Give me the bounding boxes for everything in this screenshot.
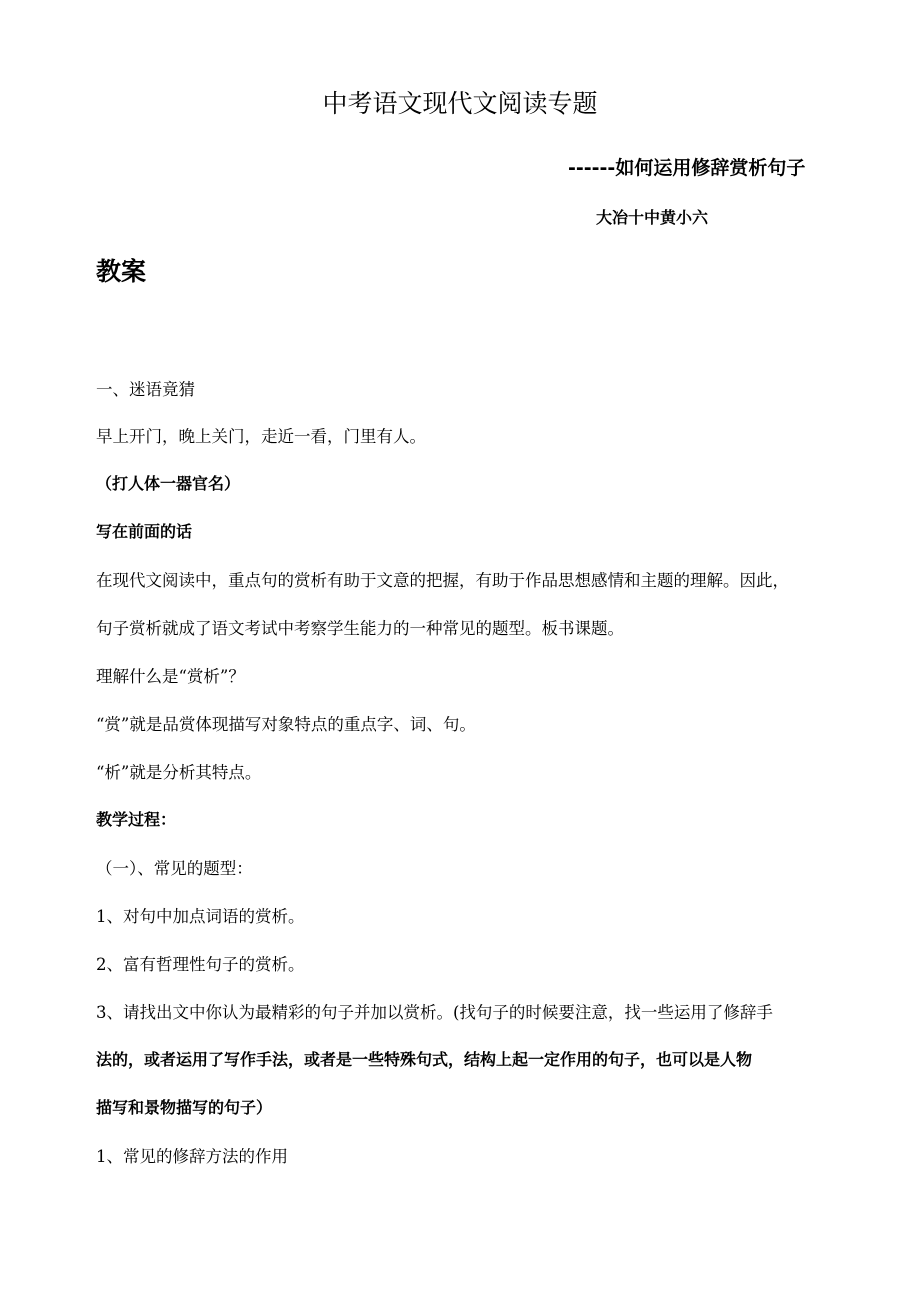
definition-shang: “赏”就是品赏体现描写对象特点的重点字、词、句。 bbox=[96, 715, 476, 734]
preface-line-2: 句子赏析就成了语文考试中考察学生能力的一种常见的题型。板书课题。 bbox=[96, 619, 624, 638]
types-heading: （一）、常见的题型： bbox=[96, 859, 253, 878]
definition-xi: “析”就是分析其特点。 bbox=[96, 763, 262, 782]
type-3-line-2: 法的，或者运用了写作手法，或者是一些特殊句式，结构上起一定作用的句子，也可以是人物 bbox=[96, 1050, 753, 1069]
question-line: 理解什么是“赏析”？ bbox=[96, 667, 245, 686]
riddle-hint: （打人体一器官名） bbox=[96, 474, 241, 493]
page-subtitle: ------如何运用修辞赏析句子 bbox=[568, 157, 806, 179]
type-3-line-3: 描写和景物描写的句子） bbox=[96, 1098, 273, 1117]
page-title: 中考语文现代文阅读专题 bbox=[322, 89, 598, 118]
process-heading: 教学过程： bbox=[96, 810, 177, 829]
author-line: 大冶十中黄小六 bbox=[596, 208, 709, 227]
preface-heading: 写在前面的话 bbox=[96, 522, 193, 541]
preface-line-1: 在现代文阅读中，重点句的赏析有助于文意的把握，有助于作品思想感情和主题的理解。因此， bbox=[96, 571, 789, 590]
type-3-line-1: 3、请找出文中你认为最精彩的句子并加以赏析。(找句子的时候要注意，找一些运用了修辞手 bbox=[96, 1003, 773, 1022]
section-heading: 教案 bbox=[96, 257, 147, 286]
type-2: 2、富有哲理性句子的赏析。 bbox=[96, 955, 305, 974]
rhetoric-heading: 1、常见的修辞方法的作用 bbox=[96, 1147, 288, 1166]
riddle-text: 早上开门，晚上关门，走近一看，门里有人。 bbox=[96, 427, 426, 446]
riddle-heading: 一、迷语竟猜 bbox=[96, 380, 195, 399]
type-1: 1、对句中加点词语的赏析。 bbox=[96, 907, 305, 926]
